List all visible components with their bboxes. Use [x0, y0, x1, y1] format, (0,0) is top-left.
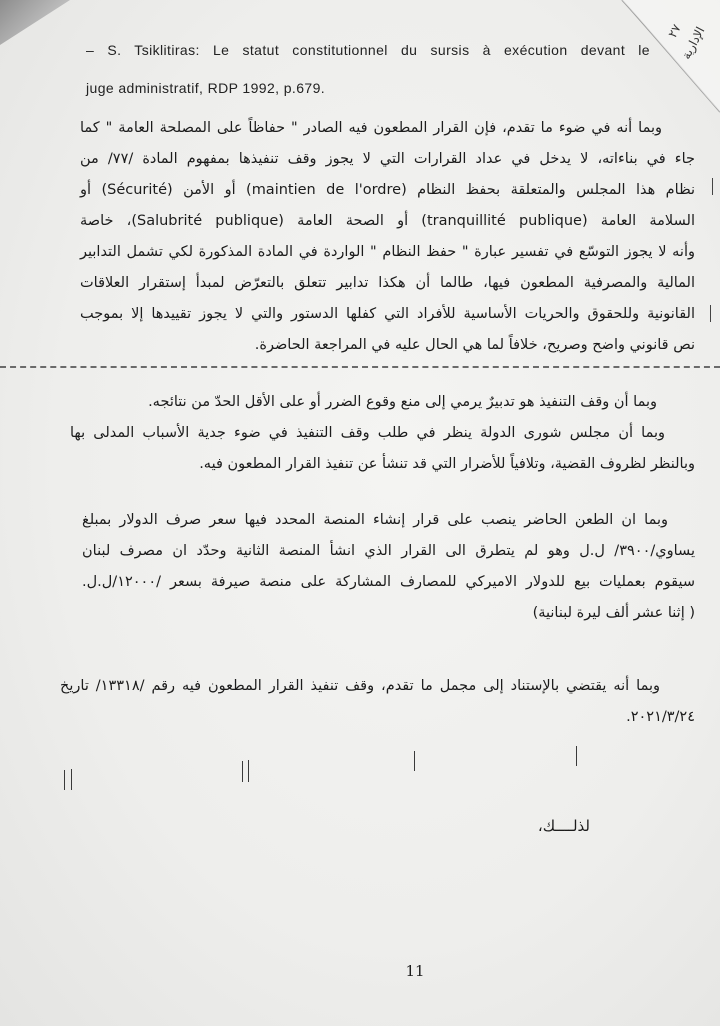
paragraph-line: وبما أن وقف التنفيذ هو تدبيرٌ يرمي إلى منع وقوع الضرر أو على الأقل الحدّ من نتائجه. [148, 394, 657, 410]
paragraph-3 [70, 418, 695, 480]
handwritten-mark [576, 746, 577, 766]
paragraph-line: وبما أن مجلس شورى الدولة ينظر في طلب وقف التنفيذ في ضوء جدية الأسباب المدلى بها [70, 425, 665, 441]
paragraph-line: ( إثنا عشر ألف ليرة لبنانية) [532, 605, 695, 621]
handwritten-mark [71, 769, 72, 790]
closing-heading: لذلــــك، [537, 817, 590, 835]
paragraph-line: وبما أنه يقتضي بالإستناد إلى مجمل ما تقدم، وقف تنفيذ القرار المطعون فيه رقم /١٣٣١٨/ تاريخ [60, 678, 660, 694]
handwritten-mark [242, 761, 243, 782]
paragraph-line: نص قانوني واضح وصريح، خلافاً لما هي الحال عليه في المراجعة الحاضرة. [254, 337, 695, 353]
paragraph-line: القانونية وللحقوق والحريات الأساسية للأفراد التي كفلها الدستور والتي لا يجوز تقييدها إلا بموجب [80, 306, 695, 322]
paragraph-line: جاء في بناءاته، لا يدخل في عداد القرارات التي لا يجوز وقف تنفيذها بمفهوم المادة /٧٧/ من [80, 151, 695, 167]
paragraph-line: ٢٠٢١/٣/٢٤. [626, 709, 695, 725]
reference-line: – S. Tsiklitiras: Le statut constitutionnel du sursis à exécution devant le [86, 42, 650, 58]
paragraph-line: وبما أنه في ضوء ما تقدم، فإن القرار المطعون فيه الصادر " حفاظاً على المصلحة العامة " كما [80, 120, 662, 136]
paragraph-line: وبالنظر لظروف القضية، وتلافياً للأضرار التي قد تنشأ عن تنفيذ القرار المطعون فيه. [199, 456, 695, 472]
paragraph-line: وبما ان الطعن الحاضر ينصب على قرار إنشاء المنصة المحدد فيها سعر صرف الدولار بمبلغ [82, 512, 668, 528]
paragraph-1 [80, 113, 695, 361]
page-number: 11 [405, 962, 425, 980]
photo-corner-shadow [0, 0, 70, 45]
handwritten-mark [248, 760, 249, 782]
paragraph-2 [80, 387, 695, 418]
paragraph-line: سيقوم بعمليات بيع للدولار الاميركي للمصارف المشاركة على منصة صيرفة بسعر /١٢٠٠٠/ل.ل. [82, 574, 695, 590]
fold-dashed-line [0, 366, 720, 368]
paragraph-5 [60, 671, 695, 733]
margin-tab-number: ٢٧ [665, 22, 684, 40]
paragraph-line: المالية والمصرفية المطعون فيها، طالما أن هكذا تدابير تتعلق بالتعرّض لمبدأ إستقرار العلاقات [80, 275, 695, 291]
margin-pen-mark [712, 178, 713, 195]
paragraph-line: السلامة العامة (tranquillité publique) أو الصحة العامة (Salubrité publique)، خاصة [80, 213, 695, 229]
paragraph-line: نظام هذا المجلس والمتعلقة بحفظ النظام (maintien de l'ordre) أو الأمن (Sécurité) أو [80, 182, 695, 198]
bibliographic-reference [86, 31, 650, 107]
reference-line: juge administratif, RDP 1992, p.679. [86, 80, 326, 96]
margin-tab-label: الإدارية [678, 24, 708, 62]
paragraph-line: وأنه لا يجوز التوسّع في تفسير عبارة " حفظ النظام " الواردة في المادة المذكورة لكي تشمل التدابير [80, 244, 695, 260]
handwritten-mark [64, 770, 65, 790]
handwritten-mark [414, 751, 415, 771]
paragraph-line: يساوي/٣٩٠٠/ ل.ل وهو لم يتطرق الى القرار الذي انشأ المنصة الثانية وحدّد ان مصرف لبنان [82, 543, 695, 559]
margin-pen-mark [710, 305, 711, 322]
paragraph-4 [82, 505, 695, 629]
